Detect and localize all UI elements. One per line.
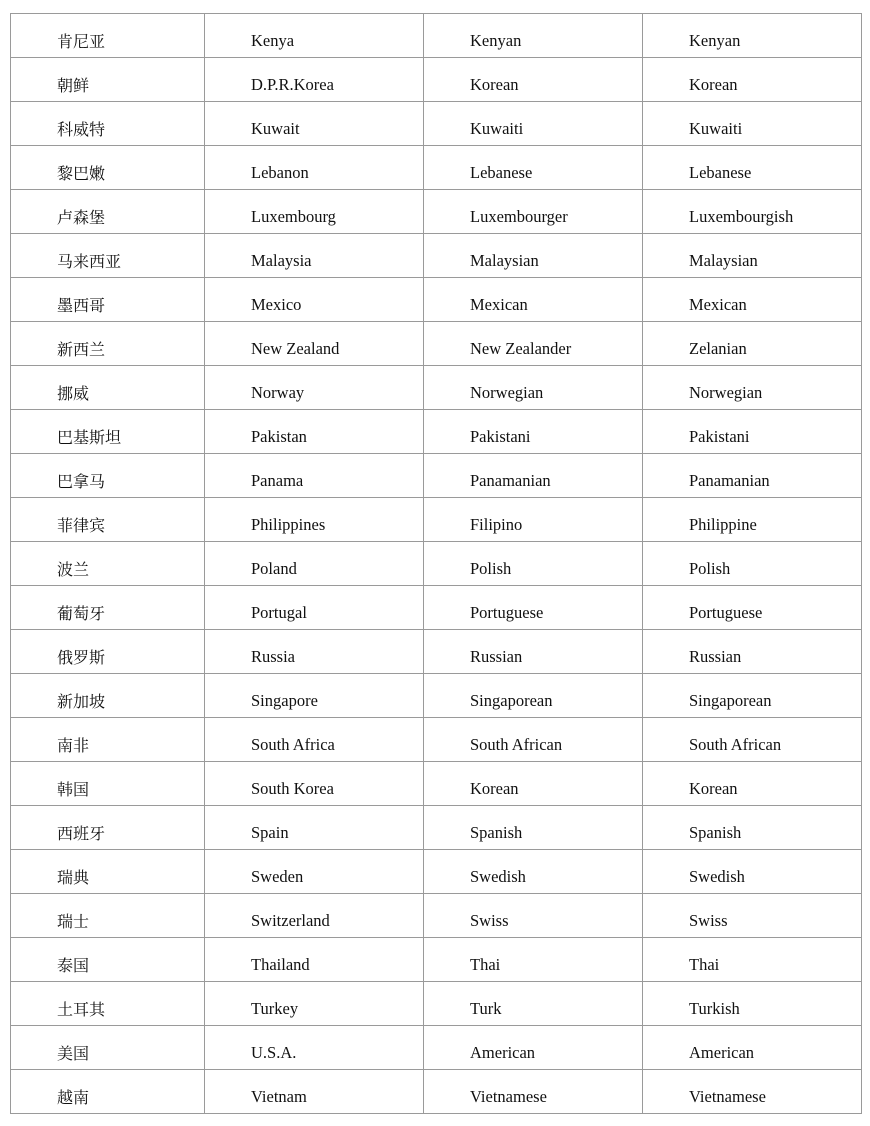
chinese-name-cell-text: 土耳其 bbox=[57, 999, 106, 1019]
chinese-name-cell-text: 韩国 bbox=[57, 779, 90, 799]
adjective-cell-text: Luxembourgish bbox=[689, 207, 794, 227]
chinese-name-cell bbox=[11, 762, 205, 806]
adjective-cell-text: Lebanese bbox=[689, 163, 752, 183]
country-cell bbox=[205, 894, 424, 938]
chinese-name-cell bbox=[11, 1070, 205, 1114]
chinese-name-cell-text: 黎巴嫩 bbox=[57, 163, 106, 183]
country-cell-text: Russia bbox=[251, 647, 296, 667]
chinese-name-cell-text: 巴拿马 bbox=[57, 471, 106, 491]
chinese-name-cell bbox=[11, 14, 205, 58]
table-row bbox=[11, 58, 862, 102]
nationality-cell-text: Pakistani bbox=[470, 427, 531, 447]
chinese-name-cell-text: 葡萄牙 bbox=[57, 603, 106, 623]
adjective-cell bbox=[643, 674, 862, 718]
table-row bbox=[11, 1026, 862, 1070]
adjective-cell-text: Philippine bbox=[689, 515, 757, 535]
chinese-name-cell-text: 马来西亚 bbox=[57, 251, 122, 271]
country-cell-text: Mexico bbox=[251, 295, 302, 315]
adjective-cell-text: Spanish bbox=[689, 823, 742, 843]
chinese-name-cell-text: 墨西哥 bbox=[57, 295, 106, 315]
adjective-cell bbox=[643, 1070, 862, 1114]
nationality-cell-text: South African bbox=[470, 735, 563, 755]
chinese-name-cell bbox=[11, 718, 205, 762]
chinese-name-cell bbox=[11, 850, 205, 894]
chinese-name-cell bbox=[11, 542, 205, 586]
table-row bbox=[11, 850, 862, 894]
adjective-cell-text: Russian bbox=[689, 647, 742, 667]
adjective-cell bbox=[643, 938, 862, 982]
adjective-cell-text: Vietnamese bbox=[689, 1087, 766, 1107]
country-cell bbox=[205, 146, 424, 190]
nationality-cell bbox=[424, 498, 643, 542]
nationality-cell-text: Swedish bbox=[470, 867, 526, 887]
country-cell bbox=[205, 322, 424, 366]
adjective-cell-text: Portuguese bbox=[689, 603, 763, 623]
country-cell-text: Pakistan bbox=[251, 427, 307, 447]
adjective-cell-text: Turkish bbox=[689, 999, 740, 1019]
country-cell-text: Kuwait bbox=[251, 119, 300, 139]
country-cell-text: South Korea bbox=[251, 779, 334, 799]
country-cell bbox=[205, 982, 424, 1026]
chinese-name-cell bbox=[11, 586, 205, 630]
table-row bbox=[11, 982, 862, 1026]
country-cell-text: Philippines bbox=[251, 515, 326, 535]
chinese-name-cell bbox=[11, 146, 205, 190]
table-row bbox=[11, 278, 862, 322]
adjective-cell-text: Swiss bbox=[689, 911, 728, 931]
nationality-cell-text: Singaporean bbox=[470, 691, 553, 711]
chinese-name-cell-text: 新加坡 bbox=[57, 691, 106, 711]
table-row bbox=[11, 366, 862, 410]
table-row bbox=[11, 454, 862, 498]
nationality-cell-text: Kuwaiti bbox=[470, 119, 524, 139]
adjective-cell-text: Korean bbox=[689, 75, 738, 95]
adjective-cell bbox=[643, 366, 862, 410]
chinese-name-cell bbox=[11, 674, 205, 718]
chinese-name-cell-text: 越南 bbox=[57, 1087, 90, 1107]
chinese-name-cell bbox=[11, 322, 205, 366]
nationality-cell bbox=[424, 938, 643, 982]
chinese-name-cell-text: 肯尼亚 bbox=[57, 31, 106, 51]
nationality-cell bbox=[424, 234, 643, 278]
country-cell-text: Switzerland bbox=[251, 911, 330, 931]
nationality-cell bbox=[424, 982, 643, 1026]
country-cell-text: Malaysia bbox=[251, 251, 312, 271]
nationality-cell-text: Korean bbox=[470, 779, 519, 799]
adjective-cell-text: Singaporean bbox=[689, 691, 772, 711]
chinese-name-cell bbox=[11, 806, 205, 850]
chinese-name-cell bbox=[11, 278, 205, 322]
country-cell-text: Lebanon bbox=[251, 163, 309, 183]
adjective-cell bbox=[643, 102, 862, 146]
chinese-name-cell-text: 西班牙 bbox=[57, 823, 106, 843]
nationality-cell bbox=[424, 894, 643, 938]
nationality-cell bbox=[424, 1026, 643, 1070]
nationality-cell bbox=[424, 14, 643, 58]
adjective-cell bbox=[643, 894, 862, 938]
country-cell bbox=[205, 498, 424, 542]
chinese-name-cell-text: 挪威 bbox=[57, 383, 90, 403]
country-cell bbox=[205, 102, 424, 146]
country-cell bbox=[205, 278, 424, 322]
country-cell bbox=[205, 1070, 424, 1114]
nationality-table-container bbox=[10, 13, 861, 1114]
table-row bbox=[11, 190, 862, 234]
country-cell-text: U.S.A. bbox=[251, 1043, 297, 1063]
nationality-cell-text: New Zealander bbox=[470, 339, 572, 359]
country-cell bbox=[205, 58, 424, 102]
table-row bbox=[11, 674, 862, 718]
adjective-cell bbox=[643, 762, 862, 806]
adjective-cell-text: Pakistani bbox=[689, 427, 750, 447]
table-body bbox=[11, 14, 862, 1114]
country-cell-text: Norway bbox=[251, 383, 305, 403]
adjective-cell bbox=[643, 1026, 862, 1070]
country-cell bbox=[205, 542, 424, 586]
nationality-cell-text: Malaysian bbox=[470, 251, 539, 271]
country-cell bbox=[205, 762, 424, 806]
adjective-cell-text: Panamanian bbox=[689, 471, 770, 491]
nationality-cell-text: Panamanian bbox=[470, 471, 551, 491]
chinese-name-cell bbox=[11, 630, 205, 674]
nationality-cell bbox=[424, 278, 643, 322]
nationality-cell-text: Filipino bbox=[470, 515, 523, 535]
adjective-cell-text: American bbox=[689, 1043, 755, 1063]
nationality-cell-text: Mexican bbox=[470, 295, 528, 315]
country-cell bbox=[205, 234, 424, 278]
chinese-name-cell-text: 波兰 bbox=[57, 559, 90, 579]
chinese-name-cell bbox=[11, 190, 205, 234]
adjective-cell-text: South African bbox=[689, 735, 782, 755]
country-cell-text: Singapore bbox=[251, 691, 318, 711]
chinese-name-cell-text: 科威特 bbox=[57, 119, 106, 139]
adjective-cell bbox=[643, 542, 862, 586]
adjective-cell-text: Norwegian bbox=[689, 383, 763, 403]
chinese-name-cell bbox=[11, 102, 205, 146]
adjective-cell bbox=[643, 718, 862, 762]
adjective-cell-text: Korean bbox=[689, 779, 738, 799]
nationality-cell-text: Kenyan bbox=[470, 31, 522, 51]
nationality-cell-text: Lebanese bbox=[470, 163, 533, 183]
nationality-cell bbox=[424, 542, 643, 586]
table-row bbox=[11, 146, 862, 190]
table-row bbox=[11, 806, 862, 850]
chinese-name-cell-text: 俄罗斯 bbox=[57, 647, 106, 667]
nationality-cell-text: Swiss bbox=[470, 911, 509, 931]
chinese-name-cell bbox=[11, 894, 205, 938]
chinese-name-cell-text: 巴基斯坦 bbox=[57, 427, 122, 447]
country-cell bbox=[205, 586, 424, 630]
country-cell bbox=[205, 630, 424, 674]
nationality-cell bbox=[424, 806, 643, 850]
country-cell-text: Thailand bbox=[251, 955, 310, 975]
nationality-cell bbox=[424, 146, 643, 190]
nationality-cell-text: Spanish bbox=[470, 823, 523, 843]
chinese-name-cell bbox=[11, 982, 205, 1026]
nationality-cell-text: Vietnamese bbox=[470, 1087, 547, 1107]
chinese-name-cell bbox=[11, 1026, 205, 1070]
adjective-cell bbox=[643, 630, 862, 674]
nationality-table bbox=[10, 13, 862, 1114]
nationality-cell bbox=[424, 410, 643, 454]
table-row bbox=[11, 894, 862, 938]
table-row bbox=[11, 718, 862, 762]
table-row bbox=[11, 542, 862, 586]
nationality-cell bbox=[424, 718, 643, 762]
chinese-name-cell bbox=[11, 234, 205, 278]
adjective-cell-text: Zelanian bbox=[689, 339, 747, 359]
table-row bbox=[11, 938, 862, 982]
adjective-cell-text: Mexican bbox=[689, 295, 747, 315]
adjective-cell bbox=[643, 806, 862, 850]
table-row bbox=[11, 1070, 862, 1114]
country-cell bbox=[205, 454, 424, 498]
chinese-name-cell-text: 泰国 bbox=[57, 955, 90, 975]
nationality-cell bbox=[424, 674, 643, 718]
nationality-cell bbox=[424, 630, 643, 674]
country-cell-text: Panama bbox=[251, 471, 304, 491]
adjective-cell bbox=[643, 586, 862, 630]
adjective-cell-text: Swedish bbox=[689, 867, 745, 887]
nationality-cell-text: Turk bbox=[470, 999, 502, 1019]
country-cell-text: Sweden bbox=[251, 867, 304, 887]
table-row bbox=[11, 586, 862, 630]
chinese-name-cell-text: 朝鲜 bbox=[57, 75, 90, 95]
nationality-cell bbox=[424, 850, 643, 894]
adjective-cell bbox=[643, 278, 862, 322]
adjective-cell bbox=[643, 14, 862, 58]
adjective-cell-text: Kenyan bbox=[689, 31, 741, 51]
adjective-cell-text: Malaysian bbox=[689, 251, 758, 271]
country-cell-text: Vietnam bbox=[251, 1087, 307, 1107]
nationality-cell bbox=[424, 366, 643, 410]
nationality-cell-text: Korean bbox=[470, 75, 519, 95]
chinese-name-cell-text: 瑞典 bbox=[57, 867, 90, 887]
adjective-cell-text: Polish bbox=[689, 559, 731, 579]
chinese-name-cell-text: 新西兰 bbox=[57, 339, 106, 359]
chinese-name-cell-text: 瑞士 bbox=[57, 911, 90, 931]
adjective-cell bbox=[643, 498, 862, 542]
adjective-cell-text: Thai bbox=[689, 955, 720, 975]
nationality-cell bbox=[424, 454, 643, 498]
nationality-cell-text: Thai bbox=[470, 955, 501, 975]
country-cell-text: Poland bbox=[251, 559, 297, 579]
chinese-name-cell bbox=[11, 58, 205, 102]
chinese-name-cell-text: 美国 bbox=[57, 1043, 90, 1063]
nationality-cell-text: Norwegian bbox=[470, 383, 544, 403]
table-row bbox=[11, 410, 862, 454]
chinese-name-cell-text: 卢森堡 bbox=[57, 207, 106, 227]
table-row bbox=[11, 322, 862, 366]
chinese-name-cell-text: 南非 bbox=[57, 735, 90, 755]
adjective-cell bbox=[643, 322, 862, 366]
adjective-cell bbox=[643, 190, 862, 234]
country-cell bbox=[205, 410, 424, 454]
country-cell bbox=[205, 674, 424, 718]
country-cell bbox=[205, 366, 424, 410]
chinese-name-cell-text: 菲律宾 bbox=[57, 515, 106, 535]
adjective-cell bbox=[643, 58, 862, 102]
country-cell-text: D.P.R.Korea bbox=[251, 75, 334, 95]
table-row bbox=[11, 14, 862, 58]
adjective-cell bbox=[643, 146, 862, 190]
country-cell bbox=[205, 718, 424, 762]
country-cell-text: Spain bbox=[251, 823, 289, 843]
nationality-cell-text: Luxembourger bbox=[470, 207, 568, 227]
adjective-cell bbox=[643, 982, 862, 1026]
nationality-cell-text: Polish bbox=[470, 559, 512, 579]
table-row bbox=[11, 234, 862, 278]
country-cell-text: Luxembourg bbox=[251, 207, 336, 227]
country-cell-text: Turkey bbox=[251, 999, 299, 1019]
nationality-cell bbox=[424, 762, 643, 806]
country-cell-text: Kenya bbox=[251, 31, 295, 51]
adjective-cell bbox=[643, 850, 862, 894]
nationality-cell bbox=[424, 190, 643, 234]
chinese-name-cell bbox=[11, 410, 205, 454]
table-row bbox=[11, 498, 862, 542]
country-cell bbox=[205, 806, 424, 850]
nationality-cell bbox=[424, 102, 643, 146]
nationality-cell bbox=[424, 586, 643, 630]
country-cell bbox=[205, 1026, 424, 1070]
adjective-cell bbox=[643, 410, 862, 454]
nationality-cell bbox=[424, 1070, 643, 1114]
table-row bbox=[11, 630, 862, 674]
adjective-cell bbox=[643, 234, 862, 278]
table-row bbox=[11, 102, 862, 146]
nationality-cell bbox=[424, 58, 643, 102]
nationality-cell-text: American bbox=[470, 1043, 536, 1063]
chinese-name-cell bbox=[11, 454, 205, 498]
country-cell-text: New Zealand bbox=[251, 339, 340, 359]
chinese-name-cell bbox=[11, 938, 205, 982]
country-cell-text: South Africa bbox=[251, 735, 335, 755]
nationality-cell bbox=[424, 322, 643, 366]
adjective-cell-text: Kuwaiti bbox=[689, 119, 743, 139]
country-cell bbox=[205, 190, 424, 234]
table-row bbox=[11, 762, 862, 806]
country-cell-text: Portugal bbox=[251, 603, 307, 623]
nationality-cell-text: Portuguese bbox=[470, 603, 544, 623]
country-cell bbox=[205, 14, 424, 58]
chinese-name-cell bbox=[11, 366, 205, 410]
adjective-cell bbox=[643, 454, 862, 498]
country-cell bbox=[205, 850, 424, 894]
chinese-name-cell bbox=[11, 498, 205, 542]
nationality-cell-text: Russian bbox=[470, 647, 523, 667]
country-cell bbox=[205, 938, 424, 982]
